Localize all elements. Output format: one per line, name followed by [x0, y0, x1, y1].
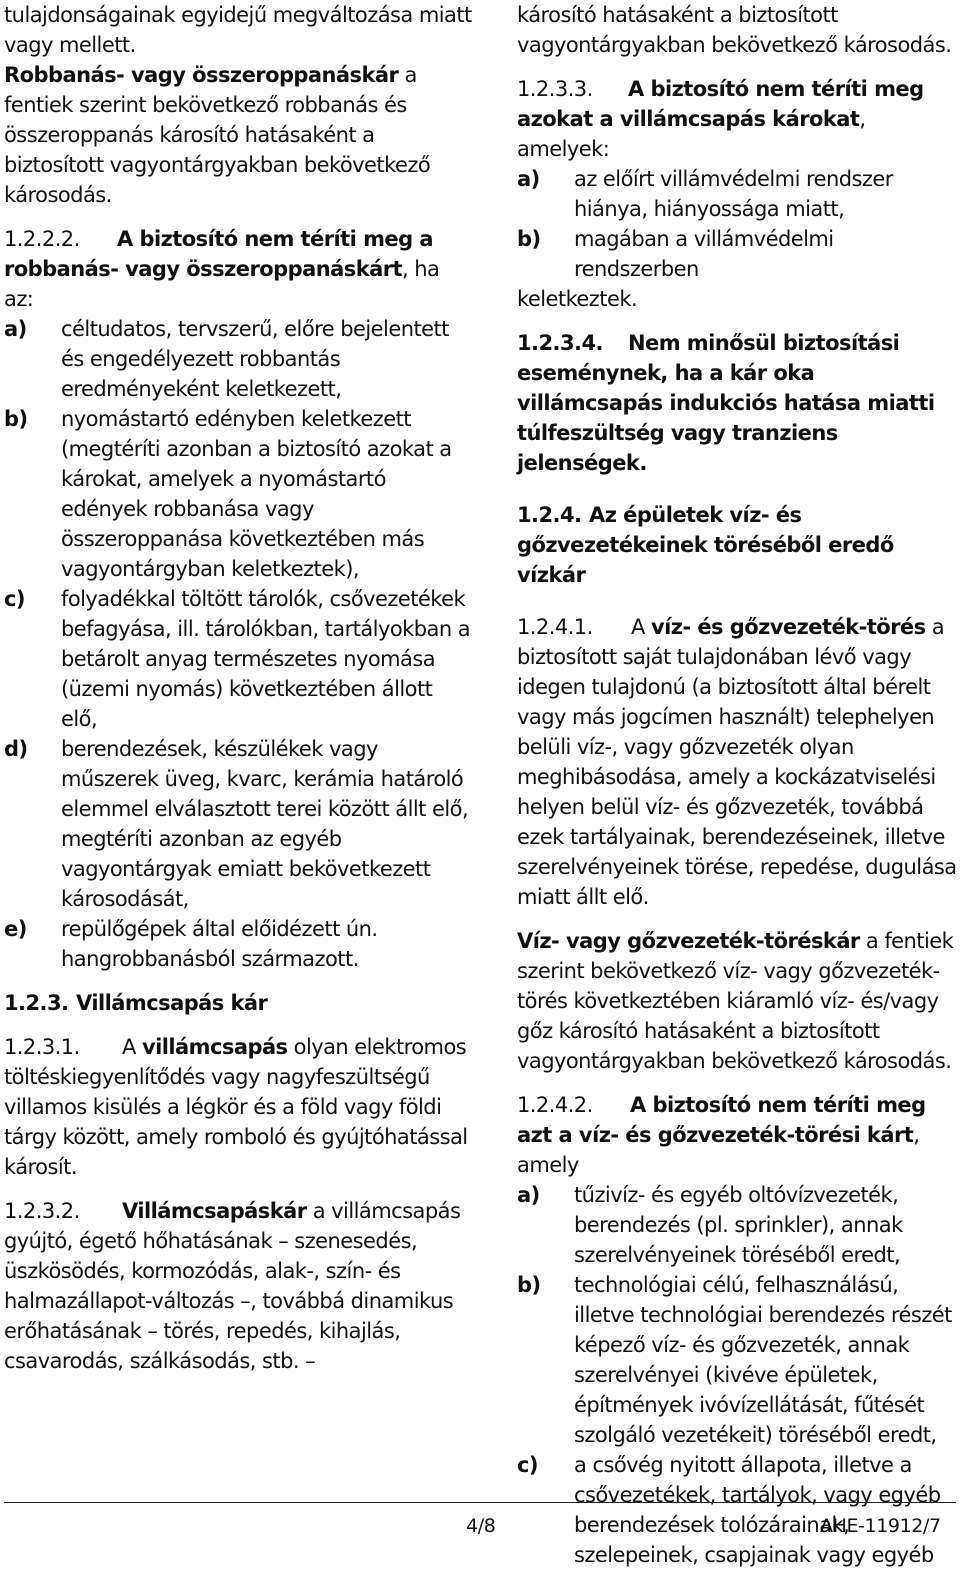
section-paragraph [517, 612, 957, 912]
section-bold-text: A biztosító nem téríti meg a robbanás- vagy összeroppanáskárt [4, 227, 433, 281]
list-item-text: nyomástartó edényben keletkezett (megtéríti azonban a biztosító azokat a károkat, amelyek a nyomástartó edények robbanása vagy összeroppanása következtében más vagyontárgyban keletkeztek), [61, 407, 452, 581]
list-item [4, 584, 474, 734]
list-item-label: b) [517, 227, 541, 251]
section-bold-text: A biztosító nem téríti meg azokat a villámcsapás károkat [517, 77, 924, 131]
list-item-text: tűzivíz- és egyéb oltóvízvezeték, berendezés (pl. sprinkler), annak szerelvényeinek töréséből eredt, [574, 1183, 903, 1267]
section-paragraph [4, 1196, 474, 1376]
list-item-text: berendezések, készülékek vagy műszerek üveg, kvarc, kerámia határoló elemmel elválasztott terei között állt elő, megtéríti azonban az egyéb vagyontárgyak emiatt bekövetkezett károsodását, [61, 737, 469, 911]
definition-paragraph [4, 60, 474, 210]
section-text: olyan elektromos töltéskiegyenlítődés vagy nagyfeszültségű villamos kisülés a légkör és a föld vagy földi tárgy között, amely romboló és gyújtóhatással károsít. [4, 1035, 468, 1179]
section-paragraph [4, 224, 474, 314]
section-number: 1.2.3.1. [4, 1035, 80, 1059]
intro-text: károsító hatásaként a biztosított vagyontárgyakban bekövetkező károsodás. [517, 3, 952, 57]
list-item-label: a) [4, 317, 27, 341]
section-text: A [122, 1035, 142, 1059]
section-bold-text: Nem minősül biztosítási eseménynek, ha a kár oka villámcsapás indukciós hatása miatti túlfeszültség vagy tranziens jelenségek. [517, 331, 935, 475]
definition-text: a fentiek szerint bekövetkező víz- vagy gőzvezeték-törés következtében kiáramló víz- és/vagy gőz károsító hatásaként a biztosított vagyontárgyakban bekövetkező károsodás. [517, 929, 954, 1073]
section-heading [4, 988, 474, 1018]
document-code: AHE-11912/7 [820, 1515, 941, 1537]
list-item [517, 1180, 957, 1270]
section-text: a biztosított saját tulajdonában lévő vagy idegen tulajdonú (a biztosított által bérelt vagy más jogcímen használt) telephelyen belüli víz-, vagy gőzvezeték olyan meghibásodása, amely a kockázatviselési helyen belül víz- és gőzvezeték, továbbá ezek tartályainak, berendezéseinek, illetve szerelvényeinek törése, repedése, dugulása miatt állt elő. [517, 615, 957, 909]
section-paragraph [517, 74, 957, 164]
list-item [517, 164, 957, 224]
section-number: 1.2.3.3. [517, 77, 593, 101]
section-number: 1.2.4. [517, 503, 582, 527]
list-item [517, 1270, 957, 1450]
list-item-label: b) [4, 407, 28, 431]
section-text: , amelyek: [517, 107, 866, 161]
list-item-text: céltudatos, tervszerű, előre bejelentett és engedélyezett robbantás eredményeként keletkezett, [61, 317, 449, 401]
definition-paragraph [517, 926, 957, 1076]
definition-text: a fentiek szerint bekövetkező robbanás és összeroppanás károsító hatásaként a biztosított vagyontárgyakban bekövetkező károsodás. [4, 63, 431, 207]
list-item-label: a) [517, 167, 540, 191]
page-number: 4/8 [466, 1515, 496, 1537]
list-item-label: b) [517, 1273, 541, 1297]
section-number: 1.2.3.2. [4, 1199, 80, 1223]
section-text: , ha az: [4, 257, 440, 311]
defined-term: víz- és gőzvezeték-törés [650, 615, 926, 639]
section-text: A [631, 615, 651, 639]
section-title: Az épületek víz- és gőzvezetékeinek töréséből eredő vízkár [517, 503, 894, 587]
section-text: , amely [517, 1123, 920, 1177]
defined-term: villámcsapás [141, 1035, 288, 1059]
section-tail-text: keletkeztek. [517, 287, 638, 311]
section-number: 1.2.3. [4, 991, 69, 1015]
list-item [4, 314, 474, 404]
list-item-text: technológiai célú, felhasználású, illetve technológiai berendezés részét képező víz- és gőzvezeték, annak szerelvényei (kivéve épületek, építmények ivóvízellátását, fűtését szolgáló vezetékeit) töréséből eredt, [574, 1273, 952, 1447]
footer-divider [4, 1502, 956, 1503]
defined-term: Villámcsapáskár [122, 1199, 307, 1223]
section-text: a villámcsapás gyújtó, égető hőhatásának – szenesedés, üszkösödés, kormozódás, alak-, szín- és halmazállapot-változás –, továbbá dinamikus erőhatásának – törés, repedés, kihajlás, csavarodás, szálkásodás, stb. – [4, 1199, 461, 1373]
list-item-label: c) [517, 1453, 538, 1477]
list-item-label: c) [4, 587, 25, 611]
list-item [4, 914, 474, 974]
section-number: 1.2.4.1. [517, 615, 593, 639]
list-item [517, 1450, 957, 1570]
list-item-text: repülőgépek által előidézett ún. hangrobbanásból származott. [61, 917, 378, 971]
section-title: Villámcsapás kár [76, 991, 268, 1015]
defined-term: Robbanás- vagy összeroppanáskár [4, 63, 399, 87]
list-item-text: a csővég nyitott állapota, illetve a csővezetékek, tartályok, vagy egyéb berendezések tolózárainak, szelepeinek, csapjainak vagy egyéb [574, 1453, 941, 1567]
list-item-text: folyadékkal töltött tárolók, csővezetékek befagyása, ill. tárolókban, tartályokban a betárolt anyag természetes nyomása (üzemi nyomás) következtében állott elő, [61, 587, 471, 731]
section-paragraph [4, 1032, 474, 1182]
section-number: 1.2.2.2. [4, 227, 80, 251]
section-bold-text: A biztosító nem téríti meg azt a víz- és gőzvezeték-törési kárt [517, 1093, 926, 1147]
list-item-label: e) [4, 917, 27, 941]
section-number: 1.2.3.4. [517, 331, 603, 355]
section-number: 1.2.4.2. [517, 1093, 593, 1117]
section-paragraph [517, 1090, 957, 1180]
right-column [517, 0, 957, 1570]
defined-term: Víz- vagy gőzvezeték-töréskár [517, 929, 860, 953]
intro-text: tulajdonságainak egyidejű megváltozása miatt vagy mellett. [4, 3, 472, 57]
list-item [4, 404, 474, 584]
list-item [517, 224, 957, 284]
list-item-label: a) [517, 1183, 540, 1207]
list-item-label: d) [4, 737, 28, 761]
section-heading [517, 500, 957, 590]
list-item [4, 734, 474, 914]
list-item-text: az előírt villámvédelmi rendszer hiánya, hiányossága miatt, [574, 167, 893, 221]
list-item-text: magában a villámvédelmi rendszerben [574, 227, 834, 281]
left-column [4, 0, 474, 1376]
section-paragraph [517, 328, 957, 478]
